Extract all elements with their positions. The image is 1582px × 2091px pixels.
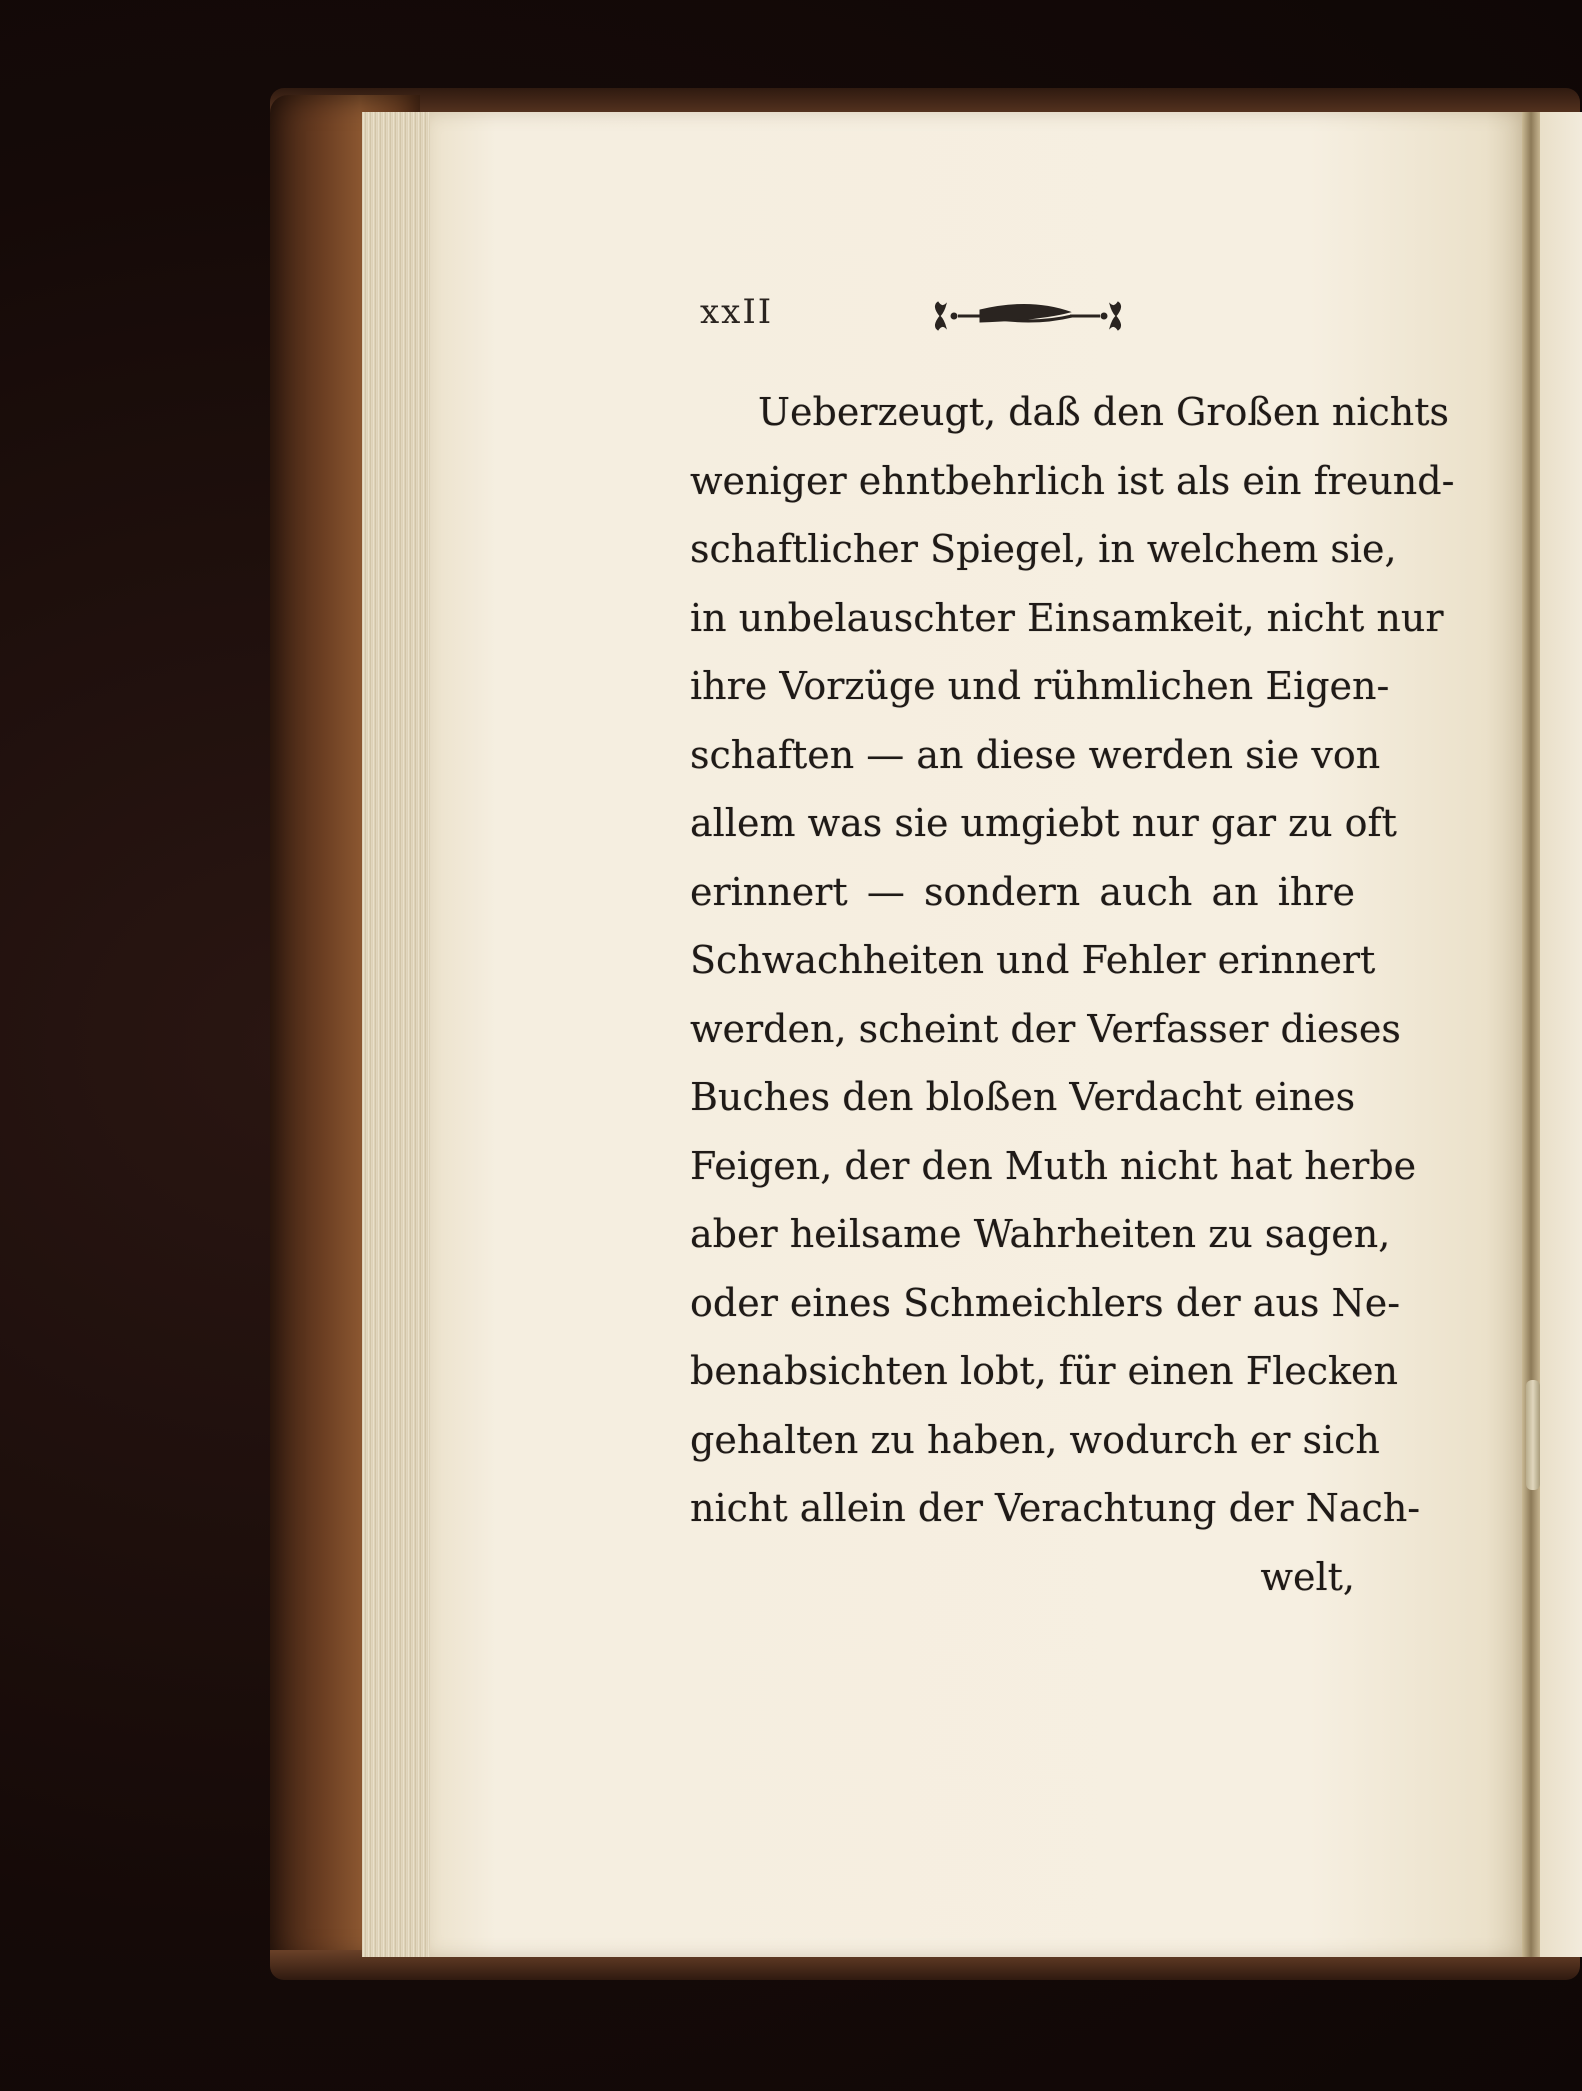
facing-page [1540, 112, 1582, 1957]
text-line: schaften — an diese werden sie von [690, 732, 1381, 777]
text-line: gehalten zu haben, wodurch er sich [690, 1417, 1380, 1462]
text-line: erinnert — sondern auch an ihre [690, 869, 1355, 914]
page-number: xxII [700, 292, 774, 332]
page-edges [362, 112, 432, 1957]
text-line: schaftlicher Spiegel, in welchem sie, [690, 527, 1397, 571]
text-line: Ueberzeugt, daß den Großen nichts [758, 390, 1450, 434]
text-line: Feigen, der den Muth nicht hat herbe [690, 1143, 1417, 1188]
text-line: ihre Vorzüge und rühmlichen Eigen- [690, 664, 1390, 708]
page-gutter [1522, 112, 1540, 1957]
text-line: in unbelauschter Einsamkeit, nicht nur [690, 595, 1444, 640]
text-line: Schwachheiten und Fehler erinnert [690, 938, 1376, 982]
catchword-line: welt, [1260, 1554, 1355, 1599]
text-line: werden, scheint der Verfasser dieses [690, 1006, 1401, 1051]
text-line: allem was sie umgiebt nur gar zu oft [690, 801, 1397, 845]
text-line: weniger ehntbehrlich ist als ein freund- [690, 458, 1455, 503]
text-line: Buches den bloßen Verdacht eines [690, 1075, 1356, 1119]
page-header [700, 292, 1300, 342]
binding-thread [1526, 1380, 1540, 1490]
body-text [690, 378, 1455, 1611]
ornament-icon [920, 296, 1140, 336]
text-line: oder eines Schmeichlers der aus Ne- [690, 1280, 1401, 1325]
text-line: aber heilsame Wahrheiten zu sagen, [690, 1212, 1391, 1256]
text-line: nicht allein der Verachtung der Nach- [690, 1486, 1421, 1530]
text-line: benabsichten lobt, für einen Flecken [690, 1349, 1398, 1393]
